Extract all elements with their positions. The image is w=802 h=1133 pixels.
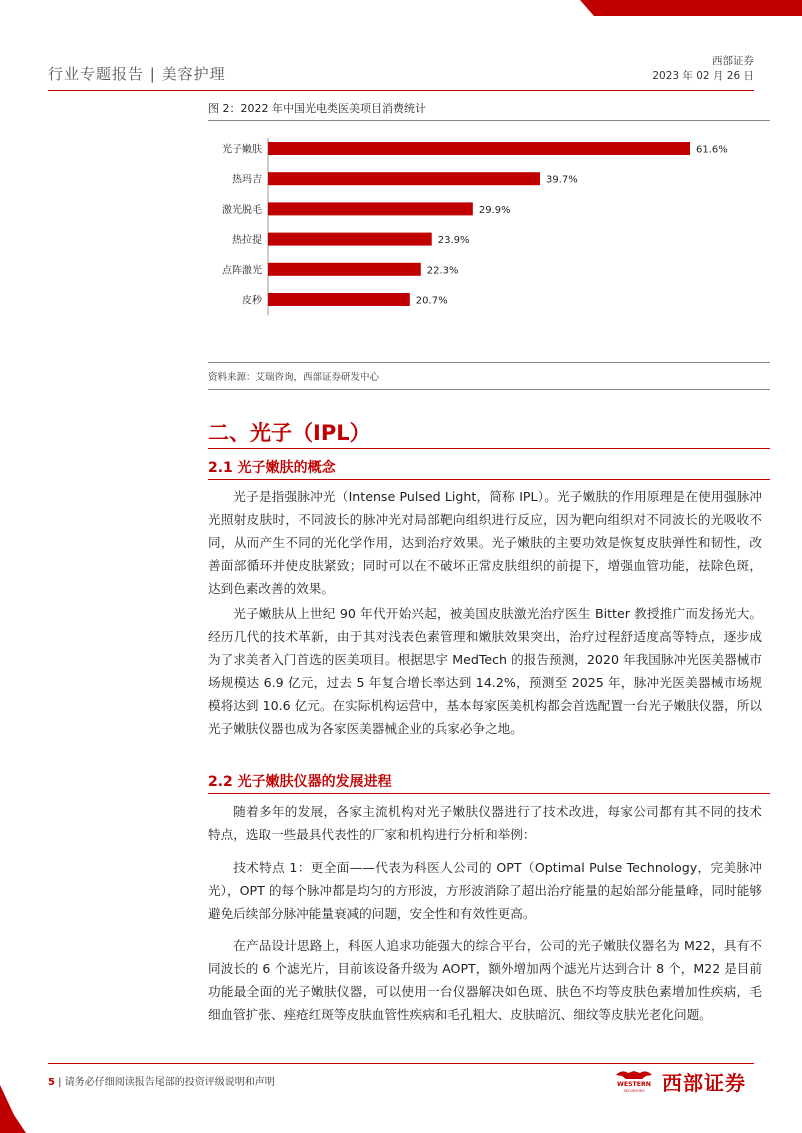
value-label: 23.9% bbox=[437, 235, 470, 247]
category-label: 点阵激光 bbox=[222, 265, 262, 277]
footer-separator: | bbox=[58, 1077, 62, 1088]
corner-decoration-top-right bbox=[580, 0, 802, 16]
bar-chart bbox=[208, 130, 770, 355]
source-rule bbox=[208, 389, 770, 390]
footer-notice bbox=[48, 1073, 275, 1088]
category-label: 皮秒 bbox=[242, 295, 262, 307]
report-meta bbox=[652, 54, 754, 84]
bar bbox=[268, 293, 410, 306]
category-label: 热拉提 bbox=[232, 235, 262, 247]
section-title-rule bbox=[208, 448, 770, 449]
figure-title: 图 2：2022 年中国光电类医美项目消费统计 bbox=[208, 102, 426, 115]
value-label: 61.6% bbox=[696, 144, 728, 156]
value-label: 39.7% bbox=[545, 174, 578, 186]
paragraph-ipl-history: 光子嫩肤从上世纪 90 年代开始兴起，被美国皮肤激光治疗医生 Bitter 教授推广而发扬光大。经历几代的技术革新，由于其对浅表色素管理和嫩肤效果突出，治疗过程舒适度高等特点，逐步成为了求美者入门首选的医美项目。根据思宇 MedTech 的报告预测，2020 年我国脉冲光医美器械市场规模达 6.9 亿元，过去 5 年复合增长率达到 14.2%，预测至 2025 年，脉冲光医美器械市场规模将达到 10.6 亿元。在实际机构运营中，基本每家医美机构都会首选配置一台光子嫩肤仪器，所以光子嫩肤仪器也成为各家医美器械企业的兵家必争之地。 bbox=[208, 606, 762, 736]
figure-bottom-rule bbox=[208, 362, 770, 363]
report-date: 2023 年 02 月 26 日 bbox=[652, 70, 754, 82]
figure-source: 资料来源：艾瑞咨询，西部证券研发中心 bbox=[208, 372, 380, 383]
value-label: 22.3% bbox=[426, 265, 459, 277]
logo-chinese-name: 西部证券 bbox=[662, 1071, 746, 1095]
figure-top-rule bbox=[208, 120, 770, 121]
paragraph-opt-feature: 技术特点 1：更全面——代表为科医人公司的 OPT（Optimal Pulse Technology，完美脉冲光），OPT 的每个脉冲都是均匀的方形波，方形波消除了超出治疗能量的起始部分能量峰，同时能够避免后续部分脉冲能量衰减的问题，安全性和有效性更高。 bbox=[208, 860, 762, 921]
value-label: 20.7% bbox=[415, 295, 448, 307]
paragraph-development: 随着多年的发展，各家主流机构对光子嫩肤仪器进行了技术改进，每家公司都有其不同的技术特点，选取一些最具代表性的厂家和机构进行分析和举例： bbox=[208, 804, 762, 842]
report-category: 行业专题报告 | 美容护理 bbox=[48, 65, 226, 83]
bar bbox=[268, 202, 473, 215]
bar bbox=[268, 172, 540, 185]
bar bbox=[268, 233, 432, 246]
broker-name: 西部证券 bbox=[712, 55, 754, 67]
company-logo bbox=[612, 1067, 757, 1095]
logo-english-subtitle: SECURITIES bbox=[623, 1089, 645, 1093]
footer-divider bbox=[48, 1063, 754, 1064]
paragraph-m22-product: 在产品设计思路上，科医人追求功能强大的综合平台，公司的光子嫩肤仪器名为 M22，具有不同波长的 6 个滤光片，目前该设备升级为 AOPT，额外增加两个滤光片达到合计 8 个，M22 是目前功能最全面的光子嫩肤仪器，可以使用一台仪器解决如色斑、肤色不均等皮肤色素增加性疾病，毛细血管扩张、痤疮红斑等皮肤血管性疾病和毛孔粗大、皮肤暗沉、细纹等皮肤光老化问题。 bbox=[208, 938, 762, 1022]
bar bbox=[268, 142, 690, 155]
page-number: 5 bbox=[48, 1077, 55, 1088]
bar bbox=[268, 263, 421, 276]
category-label: 热玛吉 bbox=[232, 174, 262, 186]
paragraph-ipl-definition: 光子是指强脉冲光（Intense Pulsed Light，简称 IPL）。光子嫩肤的作用原理是在使用强脉冲光照射皮肤时，不同波长的脉冲光对局部靶向组织进行反应，因为靶向组织对不同波长的光吸收不同，从而产生不同的光化学作用，达到治疗效果。光子嫩肤的主要功效是恢复皮肤弹性和韧性，改善面部循环并使皮肤紧致；同时可以在不破坏正常皮肤组织的前提下，增强血管功能，祛除色斑，达到色素改善的效果。 bbox=[208, 489, 762, 596]
header-divider bbox=[48, 90, 754, 91]
subsection-rule-2-1 bbox=[208, 479, 770, 480]
logo-english-name: WESTERN bbox=[617, 1081, 651, 1088]
subsection-title-2-1: 2.1 光子嫩肤的概念 bbox=[208, 460, 336, 476]
subsection-rule-2-2 bbox=[208, 793, 770, 794]
value-label: 29.9% bbox=[478, 204, 511, 216]
section-title: 二、光子（IPL） bbox=[208, 421, 371, 445]
subsection-title-2-2: 2.2 光子嫩肤仪器的发展进程 bbox=[208, 774, 392, 790]
corner-decoration-bottom-left bbox=[0, 1085, 26, 1133]
category-label: 光子嫩肤 bbox=[222, 144, 262, 156]
category-label: 激光脱毛 bbox=[222, 204, 262, 216]
bull-logo-icon bbox=[612, 1067, 656, 1093]
disclaimer-text: 请务必仔细阅读报告尾部的投资评级说明和声明 bbox=[64, 1077, 275, 1088]
